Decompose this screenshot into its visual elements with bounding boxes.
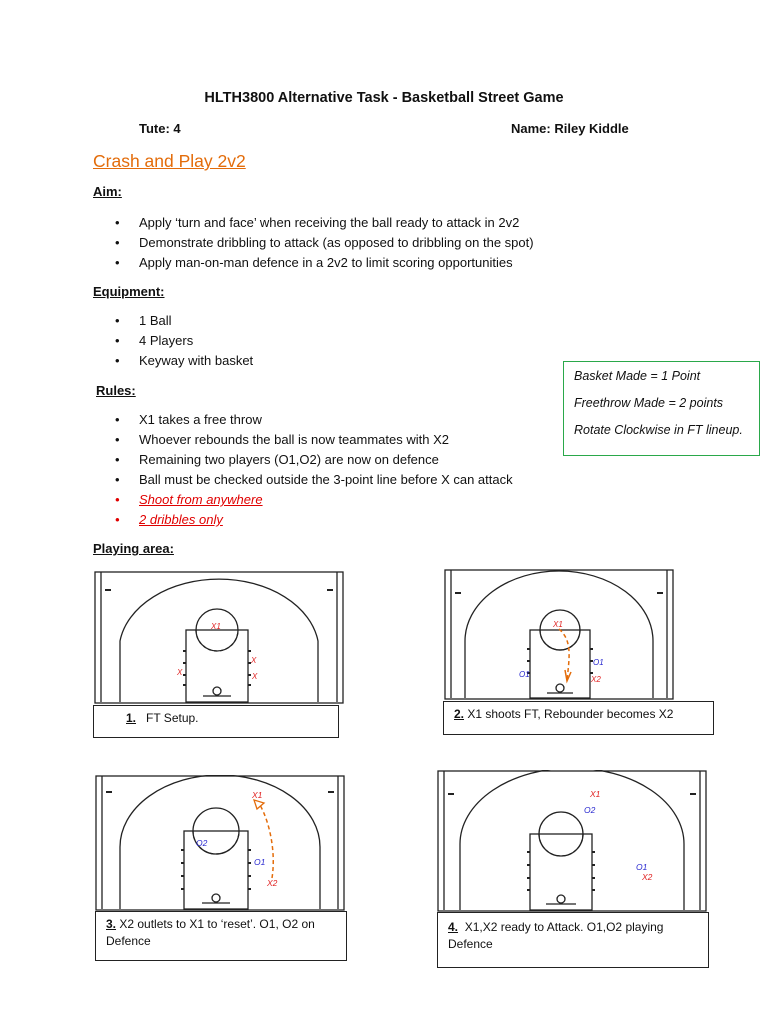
player-x1-label: X1 (252, 790, 263, 800)
player-x-label: X (251, 656, 257, 665)
scoring-line: Freethrow Made = 2 points (574, 396, 724, 410)
player-x1-label: X1 (211, 622, 221, 631)
document-title: HLTH3800 Alternative Task - Basketball Street Game (204, 90, 564, 106)
aim-label: Aim: (93, 184, 122, 199)
equipment-list (93, 311, 253, 371)
court-diagram-2 (443, 569, 675, 701)
player-o1-label: O1 (519, 670, 530, 679)
court-diagram-4 (436, 770, 708, 912)
playing-area-label: Playing area: (93, 541, 174, 556)
scoring-box (563, 361, 760, 456)
caption-number: 3. (106, 917, 117, 931)
player-x1-label: X1 (553, 620, 563, 629)
list-item: • Apply ‘turn and face’ when receiving the ball ready to attack in 2v2 (93, 213, 534, 233)
caption-number: 1. (126, 711, 137, 725)
author-name: Name: Riley Kiddle (511, 121, 629, 136)
diagram-caption-3 (95, 911, 347, 961)
player-x2-label: X2 (267, 878, 278, 888)
caption-text: X1 shoots FT, Rebounder becomes X2 (467, 707, 674, 721)
caption-text: X2 outlets to X1 to ‘reset’. O1, O2 on Defence (106, 917, 315, 948)
caption-text: X1,X2 ready to Attack. O1,O2 playing Defence (448, 920, 664, 951)
diagram-caption-4 (437, 912, 709, 968)
list-item: • Ball must be checked outside the 3-point line before X can attack (93, 470, 513, 490)
caption-text: FT Setup. (146, 711, 199, 725)
list-item: • 1 Ball (93, 311, 253, 331)
player-o1-label: O1 (636, 862, 648, 872)
caption-number: 4. (448, 920, 459, 934)
rules-label: Rules: (96, 383, 136, 398)
court-diagram-3 (94, 775, 346, 911)
equipment-label: Equipment: (93, 284, 165, 299)
player-o1-label: O1 (593, 658, 604, 667)
list-item: • Demonstrate dribbling to attack (as opposed to dribbling on the spot) (93, 233, 534, 253)
player-o2-label: O2 (584, 805, 596, 815)
player-o1-label: O1 (254, 857, 266, 867)
list-item: • Keyway with basket (93, 351, 253, 371)
rules-list (93, 410, 513, 530)
player-o2-label: O2 (196, 838, 208, 848)
caption-number: 2. (454, 707, 465, 721)
tute-label: Tute: 4 (139, 121, 181, 136)
player-x2-label: X2 (591, 675, 601, 684)
player-x-label: X (177, 668, 183, 677)
diagram-caption-2 (443, 701, 714, 735)
list-item: • X1 takes a free throw (93, 410, 513, 430)
list-item: • Remaining two players (O1,O2) are now on defence (93, 450, 513, 470)
diagram-caption-1 (93, 705, 339, 738)
list-item: • 2 dribbles only (93, 510, 513, 530)
list-item: • Shoot from anywhere (93, 490, 513, 510)
court-diagram-1 (93, 571, 345, 705)
scoring-line: Basket Made = 1 Point (574, 369, 701, 383)
game-title: Crash and Play 2v2 (93, 151, 246, 171)
player-x1-label: X1 (590, 789, 601, 799)
list-item: • Apply man-on-man defence in a 2v2 to limit scoring opportunities (93, 253, 534, 273)
list-item: • 4 Players (93, 331, 253, 351)
player-x-label: X (252, 672, 258, 681)
list-item: • Whoever rebounds the ball is now teammates with X2 (93, 430, 513, 450)
aim-list (93, 213, 534, 273)
player-x2-label: X2 (642, 872, 653, 882)
scoring-line: Rotate Clockwise in FT lineup. (574, 423, 743, 437)
